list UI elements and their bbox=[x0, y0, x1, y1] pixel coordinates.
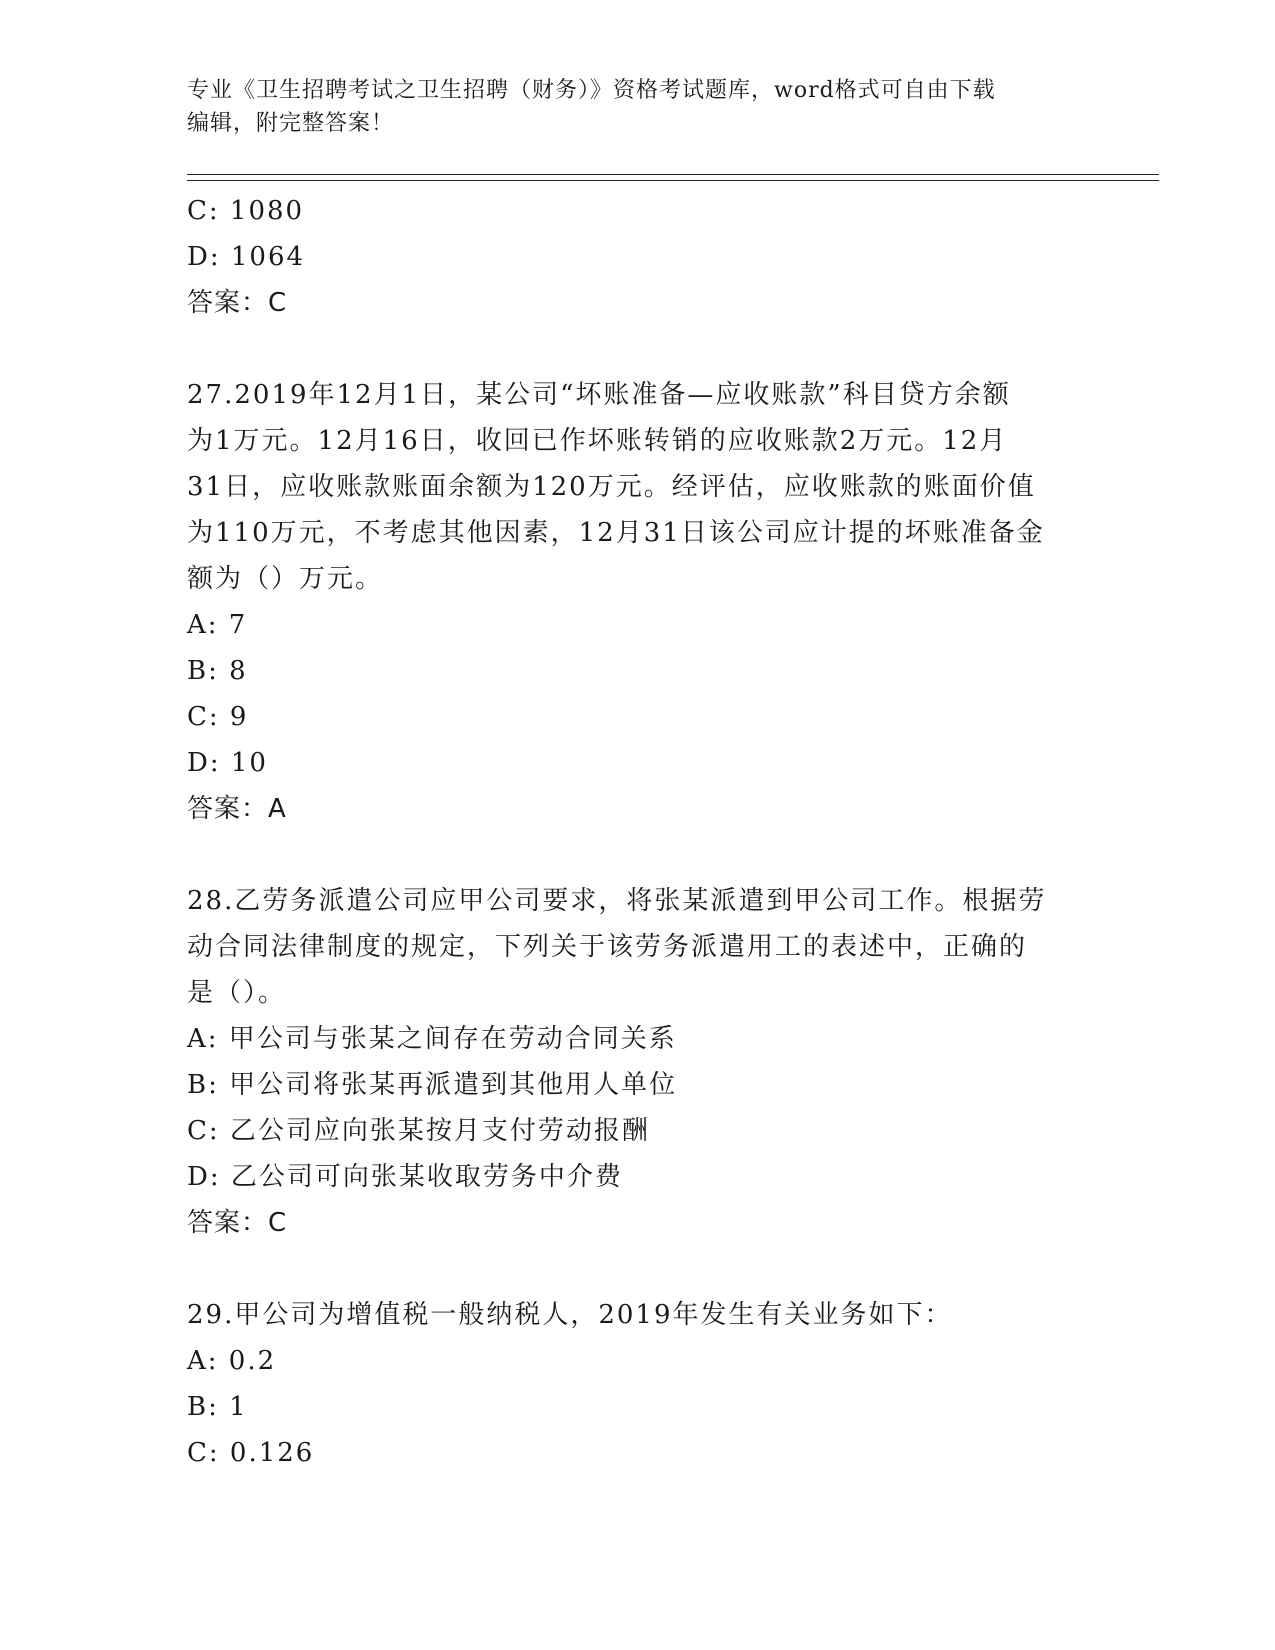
option-b: B: 8 bbox=[187, 656, 248, 686]
answer-line: 答案：C bbox=[187, 288, 288, 318]
question-stem-line: 29.甲公司为增值税一般纳税人，2019年发生有关业务如下： bbox=[187, 1300, 953, 1330]
option-c: C: 0.126 bbox=[187, 1438, 315, 1468]
question-stem-line: 31日，应收账款账面余额为120万元。经评估，应收账款的账面价值 bbox=[187, 472, 1036, 502]
option-d: D: 1064 bbox=[187, 242, 306, 272]
question-stem-line: 动合同法律制度的规定，下列关于该劳务派遣用工的表述中，正确的 bbox=[187, 932, 1028, 962]
question-26-tail bbox=[187, 188, 1087, 326]
header-divider bbox=[187, 174, 1159, 181]
question-stem-line: 28.乙劳务派遣公司应甲公司要求，将张某派遣到甲公司工作。根据劳 bbox=[187, 886, 1047, 916]
question-28 bbox=[187, 878, 1087, 1246]
option-b: B: 1 bbox=[187, 1392, 248, 1422]
question-27 bbox=[187, 372, 1087, 832]
option-a: A: 7 bbox=[187, 610, 248, 640]
option-c: C: 乙公司应向张某按月支付劳动报酬 bbox=[187, 1116, 650, 1146]
option-c: C: 9 bbox=[187, 702, 249, 732]
spacer bbox=[187, 832, 1087, 878]
question-stem-line: 是（）。 bbox=[187, 978, 287, 1008]
option-a: A: 甲公司与张某之间存在劳动合同关系 bbox=[187, 1024, 677, 1054]
spacer bbox=[187, 1246, 1087, 1292]
page-header bbox=[187, 74, 1087, 140]
spacer bbox=[187, 326, 1087, 372]
option-a: A: 0.2 bbox=[187, 1346, 277, 1376]
answer-line: 答案：C bbox=[187, 1208, 288, 1238]
question-stem-line: 为1万元。12月16日，收回已作坏账转销的应收账款2万元。12月 bbox=[187, 426, 1008, 456]
option-d: D: 乙公司可向张某收取劳务中介费 bbox=[187, 1162, 623, 1192]
question-stem-line: 27.2019年12月1日，某公司“坏账准备—应收账款”科目贷方余额 bbox=[187, 380, 1011, 410]
header-line-1: 专业《卫生招聘考试之卫生招聘（财务）》资格考试题库，word格式可自由下载 bbox=[187, 78, 996, 103]
answer-line: 答案：A bbox=[187, 794, 287, 824]
option-d: D: 10 bbox=[187, 748, 268, 778]
document-body bbox=[187, 188, 1087, 1476]
question-stem-line: 额为（）万元。 bbox=[187, 564, 384, 594]
question-stem-line: 为110万元，不考虑其他因素，12月31日该公司应计提的坏账准备金 bbox=[187, 518, 1045, 548]
option-b: B: 甲公司将张某再派遣到其他用人单位 bbox=[187, 1070, 678, 1100]
header-line-2: 编辑，附完整答案！ bbox=[187, 111, 395, 136]
option-c: C: 1080 bbox=[187, 196, 305, 226]
question-29 bbox=[187, 1292, 1087, 1476]
